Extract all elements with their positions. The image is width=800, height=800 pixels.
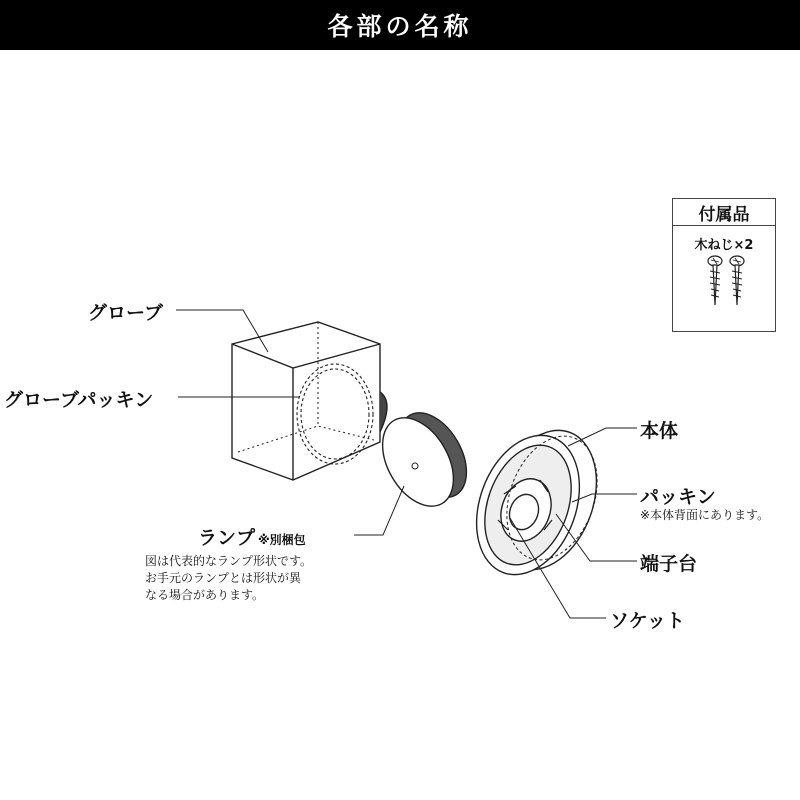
lamp-description bbox=[145, 553, 312, 604]
accessories-title: 付属品 bbox=[673, 199, 775, 226]
globe-illustration bbox=[232, 322, 387, 480]
lamp-description-line2: お手元のランプとは形状が異 bbox=[145, 571, 302, 585]
lamp-label bbox=[198, 523, 306, 550]
packing-note: ※本体背面にあります。 bbox=[640, 508, 770, 522]
wood-screw-icon bbox=[673, 253, 773, 313]
body-label: 本体 bbox=[640, 420, 679, 442]
packing-label: パッキン bbox=[640, 486, 716, 508]
globe-packing-label: グローブパッキン bbox=[4, 389, 154, 411]
globe-label: グローブ bbox=[88, 302, 164, 324]
accessories-box bbox=[672, 198, 776, 332]
lamp-description-line3: なる場合があります。 bbox=[145, 588, 265, 602]
lamp-label-text: ランプ bbox=[198, 527, 256, 549]
lamp-separate-note: ※別梱包 bbox=[258, 533, 306, 547]
socket-label: ソケット bbox=[610, 610, 685, 632]
lamp-description-line1: 図は代表的なランプ形状です。 bbox=[145, 554, 313, 568]
page-title: 各部の名称 bbox=[327, 12, 473, 41]
accessories-item: 木ねじ×2 bbox=[694, 238, 754, 253]
terminal-block-label: 端子台 bbox=[640, 553, 698, 575]
